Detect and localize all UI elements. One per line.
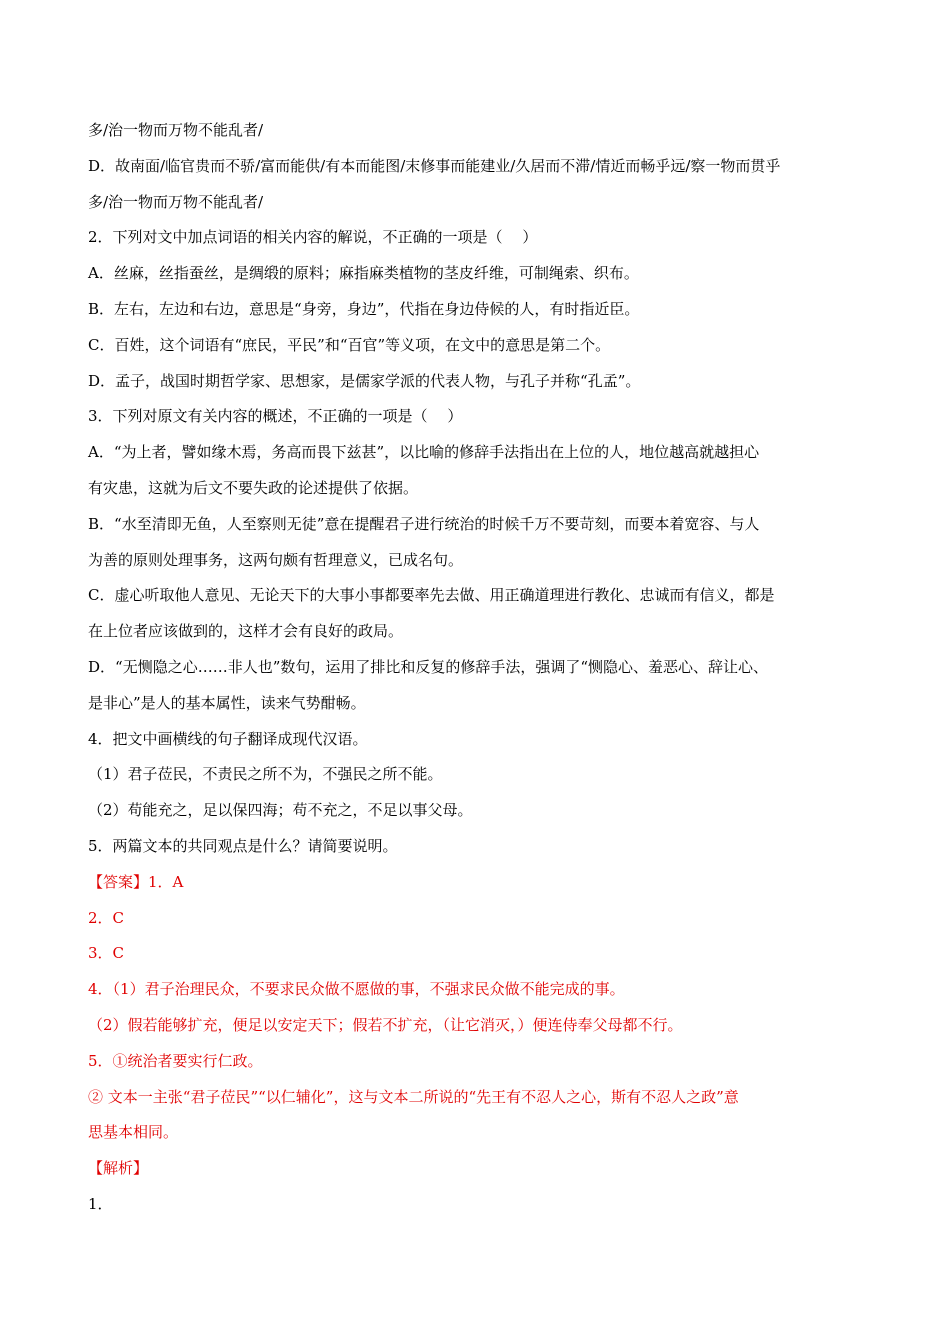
option-a-line: A．“为上者，譬如缘木焉，务高而畏下兹甚”，以比喻的修辞手法指出在上位的人，地位越高就越担心 — [88, 443, 760, 462]
answer-5-point-1: 5．①统治者要实行仁政。 — [88, 1051, 263, 1070]
text-line: 是非心”是人的基本属性，读来气势酣畅。 — [88, 693, 366, 712]
answer-5-point-2-cont: 思基本相同。 — [88, 1123, 179, 1142]
text-line: 有灾患，这就为后文不要失政的论述提供了依据。 — [88, 478, 419, 497]
answer-3: 3．C — [88, 944, 125, 963]
answer-2: 2．C — [88, 908, 125, 927]
option-c-line: C．虚心听取他人意见、无论天下的大事小事都要率先去做、用正确道理进行教化、忠诚而有信义，都是 — [88, 586, 775, 605]
document-page — [88, 113, 860, 1223]
option-a-line: A．丝麻，丝指蚕丝，是绸缎的原料；麻指麻类植物的茎皮纤维，可制绳索、织布。 — [88, 264, 639, 283]
option-d-line: D．故南面/临官贵而不骄/富而能供/有本而能图/末修事而能建业/久居而不滞/情近而畅乎远/察一物而贯乎 — [88, 156, 781, 175]
answer-5-point-2: ② 文本一主张“君子莅民”“以仁辅化”，这与文本二所说的“先王有不忍人之心，斯有不忍人之政”意 — [88, 1087, 739, 1106]
text-line: 在上位者应该做到的，这样才会有良好的政局。 — [88, 622, 404, 641]
answer-4-part-1: 4．（1）君子治理民众，不要求民众做不愿做的事，不强求民众做不能完成的事。 — [88, 980, 625, 999]
analysis-item-1: 1． — [88, 1194, 113, 1213]
text-line: 多/治一物而万物不能乱者/ — [88, 192, 264, 211]
text-line: 为善的原则处理事务，这两句颇有哲理意义，已成名句。 — [88, 550, 464, 569]
sentence-1: （1）君子莅民，不责民之所不为，不强民之所不能。 — [88, 765, 443, 784]
question-2: 2．下列对文中加点词语的相关内容的解说，不正确的一项是（ ） — [88, 228, 538, 247]
question-4: 4．把文中画横线的句子翻译成现代汉语。 — [88, 729, 368, 748]
option-b-line: B．左右，左边和右边，意思是“身旁，身边”，代指在身边侍候的人，有时指近臣。 — [88, 299, 640, 318]
option-d-line: D．“无恻隐之心……非人也”数句，运用了排比和反复的修辞手法，强调了“恻隐心、羞恶心、辞让心、 — [88, 657, 769, 676]
answer-4-part-2: （2）假若能够扩充，便足以安定天下；假若不扩充，（让它消灭，）便连侍奉父母都不行。 — [88, 1015, 683, 1034]
option-c-line: C．百姓，这个词语有“庶民，平民”和“百官”等义项，在文中的意思是第二个。 — [88, 335, 611, 354]
sentence-2: （2）苟能充之，足以保四海；苟不充之，不足以事父母。 — [88, 801, 473, 820]
option-b-line: B．“水至清即无鱼，人至察则无徒”意在提醒君子进行统治的时候千万不要苛刻，而要本着宽容、与人 — [88, 514, 760, 533]
question-3: 3．下列对原文有关内容的概述，不正确的一项是（ ） — [88, 407, 463, 426]
text-line: 多/治一物而万物不能乱者/ — [88, 121, 264, 139]
analysis-heading: 【解析】 — [88, 1159, 149, 1178]
option-d-line: D．孟子，战国时期哲学家、思想家，是儒家学派的代表人物，与孔子并称“孔孟”。 — [88, 371, 641, 390]
question-5: 5．两篇文本的共同观点是什么？请简要说明。 — [88, 836, 398, 855]
answer-heading: 【答案】1．A — [88, 872, 184, 891]
